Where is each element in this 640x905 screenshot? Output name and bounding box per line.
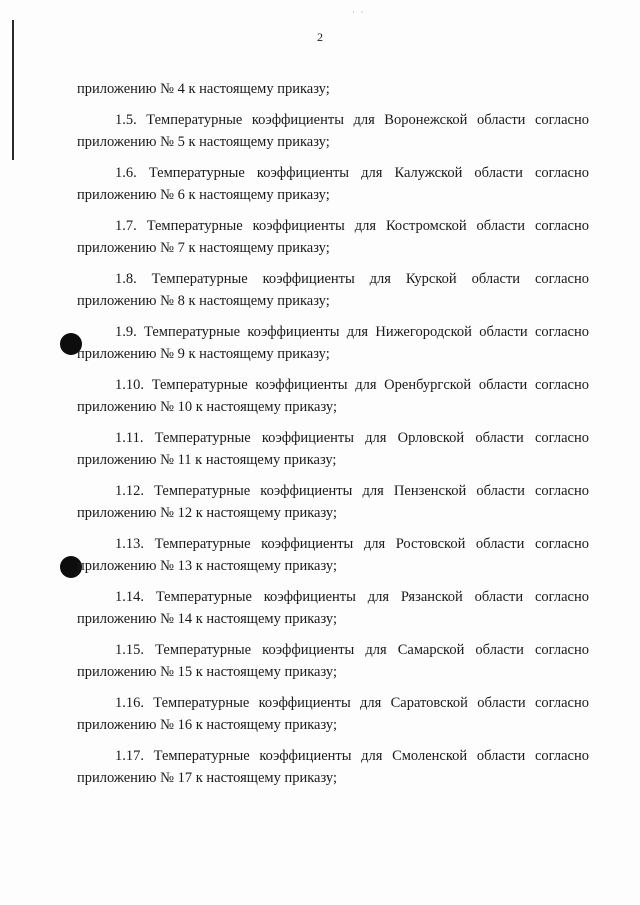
item-text-line: приложению № 12 к настоящему приказу; <box>77 505 338 521</box>
item-text-line: 1.7. Температурные коэффициенты для Костромской области согласно <box>115 218 589 234</box>
continued-line: приложению № 4 к настоящему приказу; <box>77 81 330 97</box>
item-text-line: 1.16. Температурные коэффициенты для Саратовской области согласно <box>115 695 589 711</box>
order-item <box>77 639 589 683</box>
item-text-line: приложению № 8 к настоящему приказу; <box>77 293 330 309</box>
item-text-line: 1.5. Температурные коэффициенты для Воронежской области согласно <box>115 112 589 128</box>
scan-mark: · · <box>352 8 366 17</box>
order-item <box>77 533 589 577</box>
order-item <box>77 692 589 736</box>
document-body <box>77 78 589 789</box>
item-text-line: 1.13. Температурные коэффициенты для Ростовской области согласно <box>115 536 589 552</box>
item-text-line: 1.17. Температурные коэффициенты для Смоленской области согласно <box>115 748 589 764</box>
order-item <box>77 427 589 471</box>
item-text-line: 1.15. Температурные коэффициенты для Самарской области согласно <box>115 642 589 658</box>
item-text-line: приложению № 17 к настоящему приказу; <box>77 770 338 786</box>
order-item <box>77 480 589 524</box>
order-item <box>77 321 589 365</box>
item-text-line: 1.9. Температурные коэффициенты для Нижегородской области согласно <box>115 324 589 340</box>
order-item <box>77 745 589 789</box>
item-text-line: 1.12. Температурные коэффициенты для Пензенской области согласно <box>115 483 589 499</box>
item-text-line: приложению № 16 к настоящему приказу; <box>77 717 338 733</box>
order-item <box>77 374 589 418</box>
item-text-line: 1.6. Температурные коэффициенты для Калужской области согласно <box>115 165 589 181</box>
item-text-line: 1.10. Температурные коэффициенты для Оренбургской области согласно <box>115 377 589 393</box>
item-text-line: приложению № 9 к настоящему приказу; <box>77 346 330 362</box>
item-text-line: приложению № 7 к настоящему приказу; <box>77 240 330 256</box>
order-item <box>77 268 589 312</box>
item-text-line: 1.11. Температурные коэффициенты для Орловской области согласно <box>115 430 589 446</box>
item-text-line: приложению № 11 к настоящему приказу; <box>77 452 337 468</box>
page-number: 2 <box>317 30 323 44</box>
item-text-line: приложению № 15 к настоящему приказу; <box>77 664 338 680</box>
order-item <box>77 162 589 206</box>
order-item <box>77 586 589 630</box>
item-text-line: приложению № 10 к настоящему приказу; <box>77 399 338 415</box>
item-text-line: приложению № 13 к настоящему приказу; <box>77 558 338 574</box>
order-item <box>77 215 589 259</box>
item-text-line: приложению № 6 к настоящему приказу; <box>77 187 330 203</box>
item-text-line: 1.8. Температурные коэффициенты для Курской области согласно <box>115 271 589 287</box>
item-text-line: приложению № 14 к настоящему приказу; <box>77 611 338 627</box>
item-text-line: 1.14. Температурные коэффициенты для Рязанской области согласно <box>115 589 589 605</box>
order-item <box>77 109 589 153</box>
item-text-line: приложению № 5 к настоящему приказу; <box>77 134 330 150</box>
